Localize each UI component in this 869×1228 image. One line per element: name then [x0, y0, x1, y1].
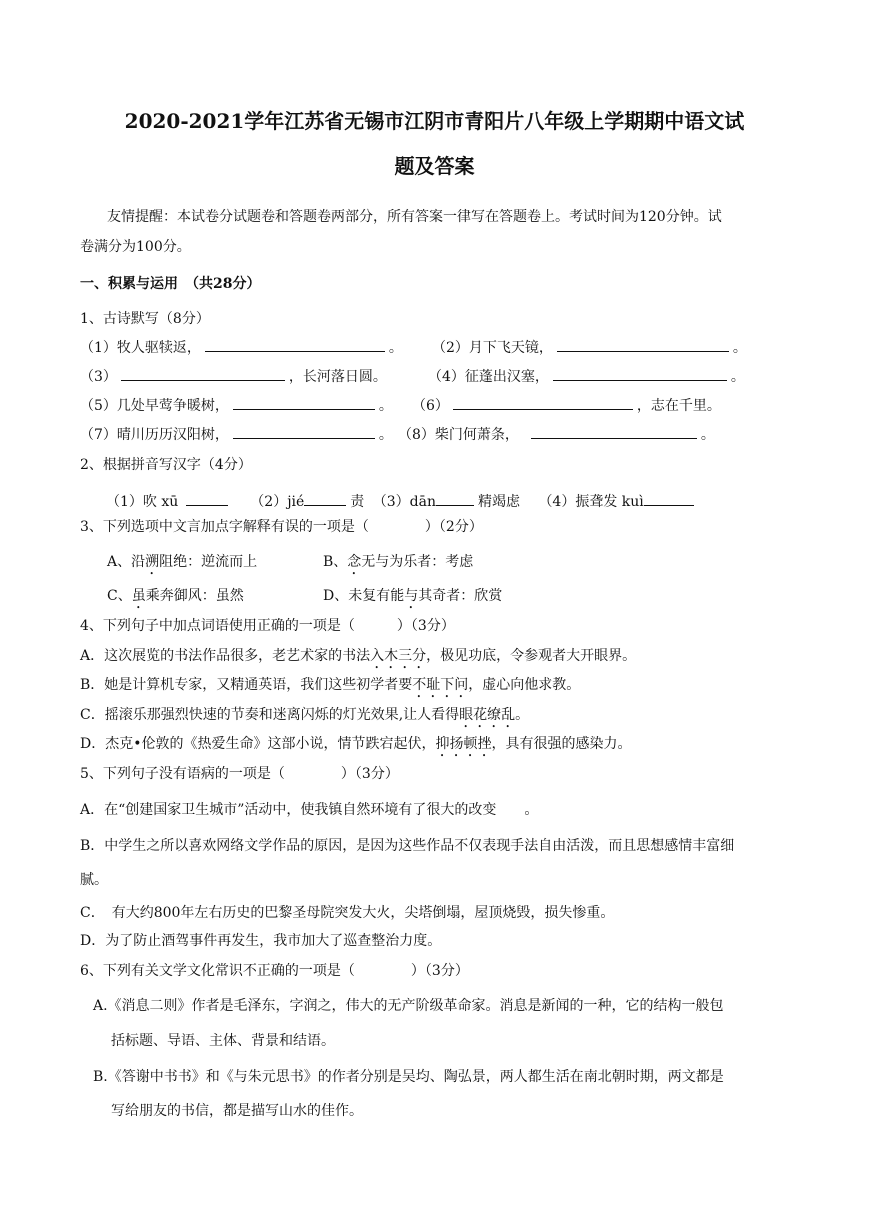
q3-option-a: A、沿溯阻绝：逆流而上	[107, 554, 258, 570]
notice-line-1: 友情提醒：本试卷分试题卷和答题卷两部分，所有答案一律写在答题卷上。考试时间为120分钟。试	[107, 209, 722, 225]
answer-blank[interactable]	[121, 366, 285, 381]
q4-heading: 4、下列句子中加点词语使用正确的一项是（ ）（3分）	[80, 618, 455, 634]
q2-heading: 2、根据拼音写汉字（4分）	[80, 457, 252, 473]
q1-heading: 1、古诗默写（8分）	[80, 311, 210, 327]
q3-option-b: B、念无与为乐者：考虑	[323, 554, 474, 570]
q1-item-4: （4）征蓬出汉塞， 。	[428, 366, 745, 387]
title-line-2: 题及答案	[394, 154, 475, 178]
title-line-1: 2020-2021学年江苏省无锡市江阴市青阳片八年级上学期期中语文试	[124, 109, 745, 133]
q5-heading: 5、下列句子没有语病的一项是（ ）（3分）	[80, 766, 399, 782]
answer-blank[interactable]	[186, 491, 228, 506]
answer-blank[interactable]	[436, 491, 474, 506]
q3-option-d: D、未复有能与其奇者：欣赏	[323, 588, 503, 604]
answer-blank[interactable]	[557, 337, 729, 352]
notice-line-2: 卷满分为100分。	[80, 239, 191, 255]
q5-option-c: C． 有大约800年左右历史的巴黎圣母院突发大火，尖塔倒塌，屋顶烧毁，损失惨重。	[80, 905, 615, 921]
q1-item-8: （8）柴门何萧条， 。	[398, 424, 715, 445]
q4-option-a: A．这次展览的书法作品很多，老艺术家的书法入木三分，极见功底，令参观者大开眼界。	[80, 648, 637, 664]
answer-blank[interactable]	[531, 424, 697, 439]
q6-option-a-line-1: A.《消息二则》作者是毛泽东，字润之，伟大的无产阶级革命家。消息是新闻的一种，它的结构一般包	[93, 998, 724, 1014]
q1-item-7: （7）晴川历历汉阳树， 。	[80, 424, 393, 445]
answer-blank[interactable]	[304, 491, 346, 506]
section-1-heading: 一、积累与运用 （共28分）	[80, 276, 261, 292]
q5-option-b-line-2: 腻。	[80, 872, 108, 888]
q6-option-b-line-2: 写给朋友的书信，都是描写山水的佳作。	[111, 1103, 363, 1119]
q6-heading: 6、下列有关文学文化常识不正确的一项是（ ）（3分）	[80, 963, 469, 979]
q3-option-c: C、虽乘奔御风：虽然	[107, 588, 244, 604]
q4-option-d: D．杰克•伦敦的《热爱生命》这部小说，情节跌宕起伏，抑扬顿挫，具有很强的感染力。	[80, 736, 632, 752]
answer-blank[interactable]	[205, 337, 385, 352]
q6-option-b-line-1: B.《答谢中书书》和《与朱元思书》的作者分别是吴均、陶弘景，两人都生活在南北朝时期，两文都是	[93, 1069, 724, 1085]
answer-blank[interactable]	[233, 424, 375, 439]
answer-blank[interactable]	[233, 395, 375, 410]
q5-option-b-line-1: B．中学生之所以喜欢网络文学作品的原因，是因为这些作品不仅表现手法自由活泼，而且思想感情丰富细	[80, 838, 735, 854]
q6-option-a-line-2: 括标题、导语、主体、背景和结语。	[111, 1033, 335, 1049]
q1-item-1: （1）牧人驱犊返， 。	[80, 337, 403, 358]
answer-blank[interactable]	[644, 491, 694, 506]
q2-items: （1）吹 xū （2）jié 责 （3）dān 精竭虑 （4）振聋发 kuì	[106, 491, 698, 512]
q5-option-d: D．为了防止酒驾事件再发生，我市加大了巡查整治力度。	[80, 933, 442, 949]
q1-item-3: （3） ，长河落日圆。	[80, 366, 387, 387]
answer-blank[interactable]	[453, 395, 633, 410]
q1-item-6: （6） ，志在千里。	[412, 395, 721, 416]
answer-blank[interactable]	[553, 366, 727, 381]
q4-option-c: C．摇滚乐那强烈快速的节奏和迷离闪烁的灯光效果,让人看得眼花缭乱。	[80, 707, 530, 723]
q5-option-a: A．在“创建国家卫生城市”活动中，使我镇自然环境有了很大的改变 。	[80, 802, 539, 818]
q1-item-5: （5）几处早莺争暖树， 。	[80, 395, 393, 416]
q4-option-b: B．她是计算机专家，又精通英语，我们这些初学者要不耻下问，虚心向他求教。	[80, 677, 581, 693]
q1-item-2: （2）月下飞天镜， 。	[432, 337, 747, 358]
q3-heading: 3、下列选项中文言加点字解释有误的一项是（ ）（2分）	[80, 519, 483, 535]
